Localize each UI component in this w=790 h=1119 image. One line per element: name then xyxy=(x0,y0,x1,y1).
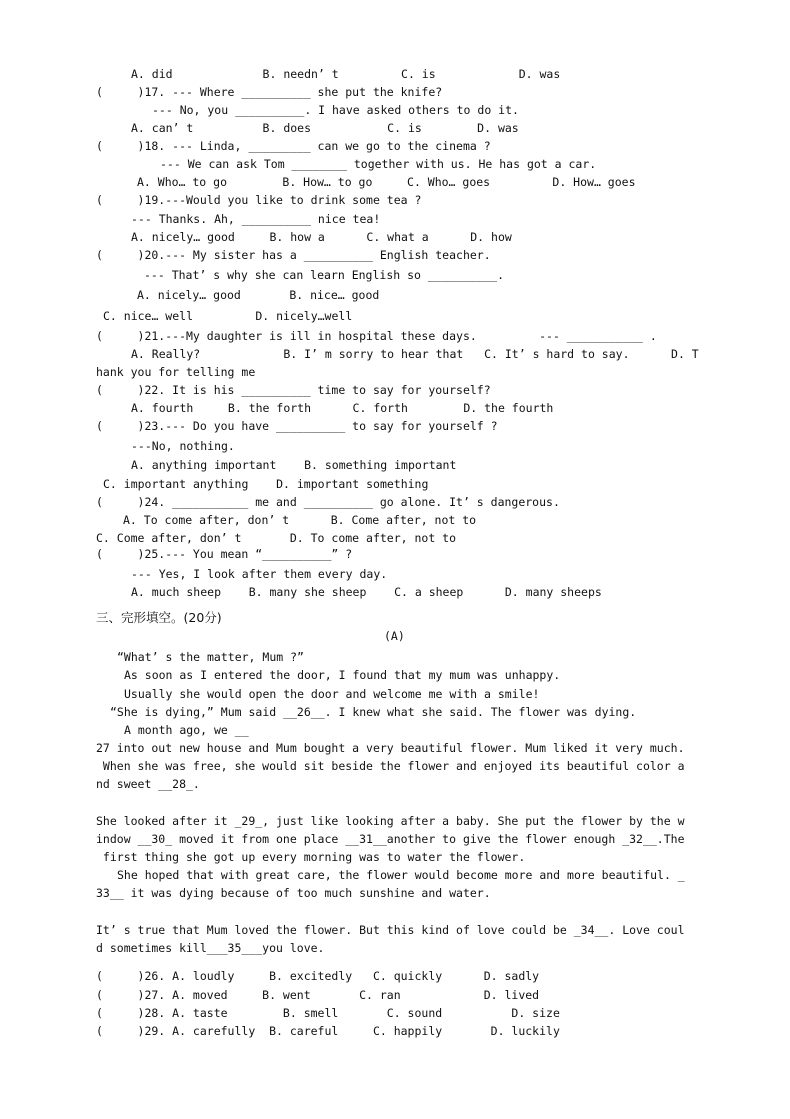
passage-line: She looked after it _29_, just like looking after a baby. She put the flower by the w xyxy=(96,814,685,828)
passage-line: nd sweet __28_. xyxy=(96,777,200,791)
question-27: ( )27. A. moved B. went C. ran D. lived xyxy=(96,988,540,1002)
passage-line: 27 into out new house and Mum bought a very beautiful flower. Mum liked it very much. xyxy=(96,741,685,755)
passage-line: A month ago, we __ xyxy=(124,723,249,737)
q17-options: A. can’ t B. does C. is D. was xyxy=(131,121,519,135)
passage-line: first thing she got up every morning was to water the flower. xyxy=(96,850,526,864)
question-23: ( )23.--- Do you have __________ to say for yourself ? xyxy=(96,419,498,433)
question-28: ( )28. A. taste B. smell C. sound D. size xyxy=(96,1006,560,1020)
q19-options: A. nicely… good B. how a C. what a D. how xyxy=(131,230,512,244)
passage-line: “She is dying,” Mum said __26__. I knew what she said. The flower was dying. xyxy=(110,705,637,719)
passage-line: 33__ it was dying because of too much sunshine and water. xyxy=(96,886,491,900)
passage-line: indow __30_ moved it from one place __31__another to give the flower enough _32__.The xyxy=(96,832,685,846)
question-29: ( )29. A. carefully B. careful C. happily D. luckily xyxy=(96,1024,560,1038)
q21-options: A. Really? B. I’ m sorry to hear that C. It’ s hard to say. D. T xyxy=(131,347,699,361)
passage-label: (A) xyxy=(384,629,405,643)
passage-line: As soon as I entered the door, I found that my mum was unhappy. xyxy=(124,668,561,682)
q21-options-cont: hank you for telling me xyxy=(96,365,256,379)
q22-options: A. fourth B. the forth C. forth D. the fourth xyxy=(131,401,554,415)
q20-answer: --- That’ s why she can learn English so __________. xyxy=(144,268,505,282)
passage-line: When she was free, she would sit beside the flower and enjoyed its beautiful color a xyxy=(96,759,685,773)
question-21: ( )21.---My daughter is ill in hospital these days. --- ___________ . xyxy=(96,329,657,343)
question-22: ( )22. It is his __________ time to say for yourself? xyxy=(96,383,491,397)
question-18: ( )18. --- Linda, _________ can we go to the cinema ? xyxy=(96,139,491,153)
question-17: ( )17. --- Where __________ she put the knife? xyxy=(96,85,443,99)
question-26: ( )26. A. loudly B. excitedly C. quickly D. sadly xyxy=(96,969,540,983)
q23-options-ab: A. anything important B. something important xyxy=(131,458,457,472)
q23-options-cd: C. important anything D. important something xyxy=(103,477,429,491)
section-heading: 三、完形填空。(20分) xyxy=(96,610,222,625)
q18-options: A. Who… to go B. How… to go C. Who… goes D. How… goes xyxy=(137,175,636,189)
q16-options: A. did B. needn’ t C. is D. was xyxy=(131,67,561,81)
q20-options-cd: C. nice… well D. nicely…well xyxy=(103,309,353,323)
q25-answer: --- Yes, I look after them every day. xyxy=(131,567,388,581)
q17-answer: --- No, you __________. I have asked others to do it. xyxy=(152,103,519,117)
passage-line: “What’ s the matter, Mum ?” xyxy=(117,650,304,664)
passage-line: Usually she would open the door and welcome me with a smile! xyxy=(124,687,540,701)
question-25: ( )25.--- You mean “__________” ? xyxy=(96,547,353,561)
q24-options-cd: C. Come after, don’ t D. To come after, not to xyxy=(96,531,457,545)
passage-line: d sometimes kill___35___you love. xyxy=(96,941,325,955)
q25-options: A. much sheep B. many she sheep C. a sheep D. many sheeps xyxy=(131,585,602,599)
q23-answer: ---No, nothing. xyxy=(131,439,235,453)
passage-line: She hoped that with great care, the flower would become more and more beautiful. _ xyxy=(117,868,685,882)
q18-answer: --- We can ask Tom ________ together with us. He has got a car. xyxy=(160,157,597,171)
q20-options-ab: A. nicely… good B. nice… good xyxy=(137,288,380,302)
question-24: ( )24. ___________ me and __________ go alone. It’ s dangerous. xyxy=(96,495,560,509)
q24-options-ab: A. To come after, don’ t B. Come after, not to xyxy=(123,513,477,527)
passage-line: It’ s true that Mum loved the flower. But this kind of love could be _34__. Love coul xyxy=(96,923,685,937)
question-20: ( )20.--- My sister has a __________ English teacher. xyxy=(96,248,491,262)
question-19: ( )19.---Would you like to drink some tea ? xyxy=(96,193,422,207)
q19-answer: --- Thanks. Ah, __________ nice tea! xyxy=(131,212,381,226)
